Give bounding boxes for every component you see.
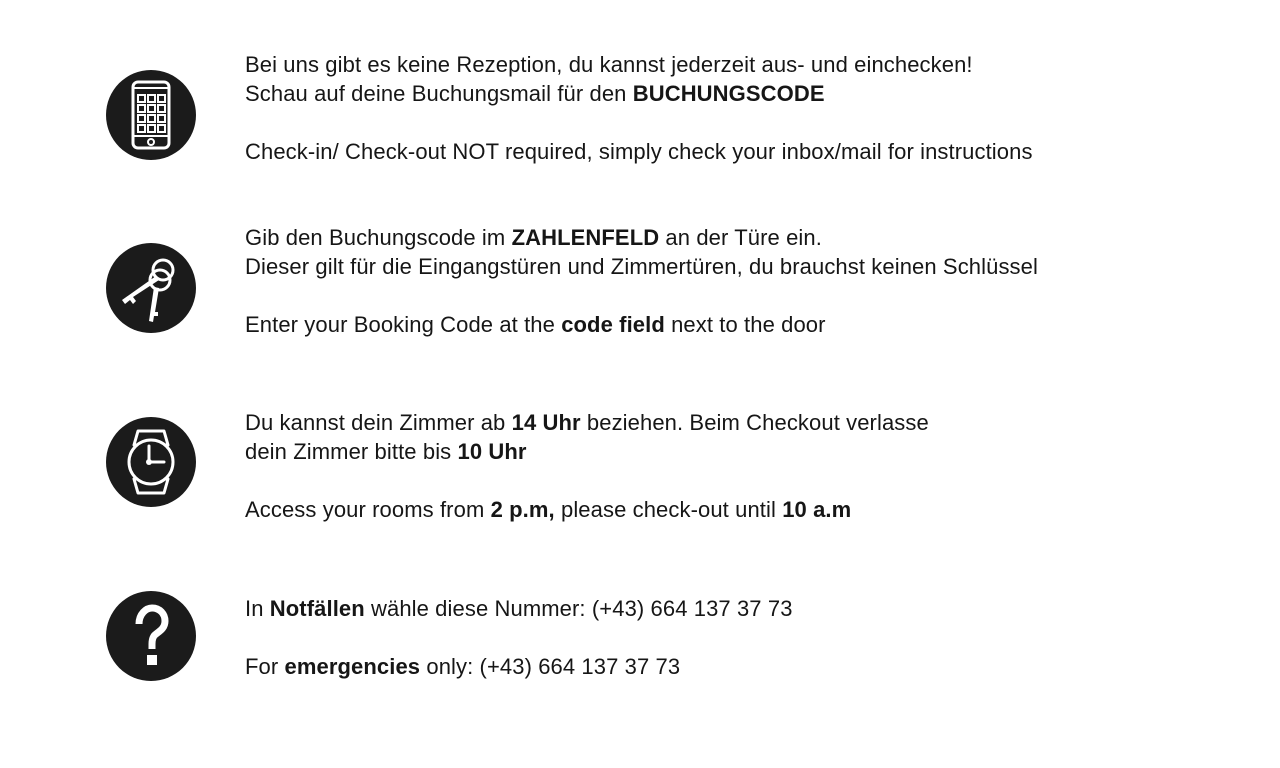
watch-icon — [106, 417, 196, 507]
bold-10am: 10 a.m — [782, 497, 852, 522]
bold-emergencies: emergencies — [284, 654, 421, 679]
de-line: In Notfällen wähle diese Nummer: (+43) 664 137 37 73 — [245, 596, 793, 621]
bold-booking-code: BUCHUNGSCODE — [632, 81, 825, 106]
section-no-reception — [245, 50, 1245, 166]
smartphone-icon — [106, 70, 196, 160]
en-line: Check-in/ Check-out NOT required, simply check your inbox/mail for instructions — [245, 139, 1033, 164]
en-line: Access your rooms from 2 p.m, please check-out until 10 a.m — [245, 497, 852, 522]
bold-10-uhr: 10 Uhr — [457, 439, 527, 464]
question-icon — [106, 591, 196, 681]
section-times — [245, 408, 1245, 524]
de-line-1: Gib den Buchungscode im ZAHLENFELD an der Türe ein. — [245, 225, 822, 250]
section-code-field — [245, 223, 1245, 339]
bold-notfaellen: Notfällen — [269, 596, 365, 621]
bold-code-field: code field — [561, 312, 665, 337]
en-line: Enter your Booking Code at the code field next to the door — [245, 312, 826, 337]
bold-14-uhr: 14 Uhr — [511, 410, 581, 435]
de-line-2: dein Zimmer bitte bis 10 Uhr — [245, 439, 527, 464]
keys-icon — [106, 243, 196, 333]
bold-zahlenfeld: ZAHLENFELD — [511, 225, 660, 250]
section-emergency — [245, 594, 1245, 681]
bold-2pm: 2 p.m, — [490, 497, 555, 522]
en-line: For emergencies only: (+43) 664 137 37 73 — [245, 654, 681, 679]
de-line-2: Dieser gilt für die Eingangstüren und Zimmertüren, du brauchst keinen Schlüssel — [245, 254, 1038, 279]
de-line-1: Bei uns gibt es keine Rezeption, du kannst jederzeit aus- und einchecken! — [245, 52, 973, 77]
de-line-1: Du kannst dein Zimmer ab 14 Uhr beziehen. Beim Checkout verlasse — [245, 410, 929, 435]
de-line-2: Schau auf deine Buchungsmail für den BUCHUNGSCODE — [245, 81, 825, 106]
